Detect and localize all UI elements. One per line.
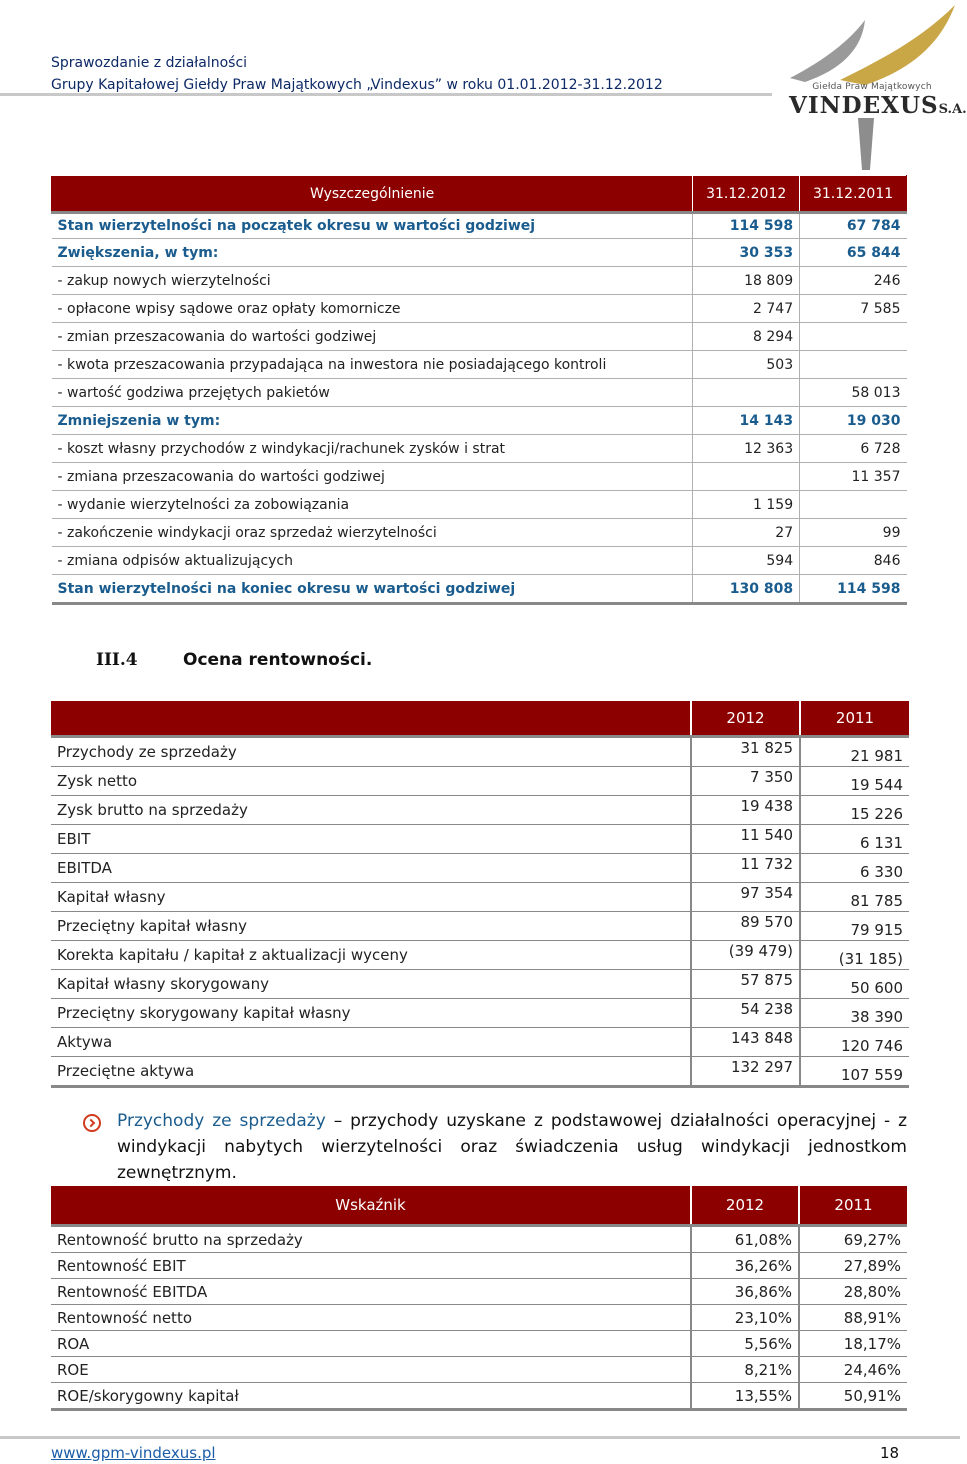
table-row xyxy=(51,1305,907,1331)
value-2011: 79 915 xyxy=(800,912,909,941)
table-row xyxy=(52,351,907,379)
column-header: 31.12.2011 xyxy=(800,176,907,213)
row-label: Kapitał własny xyxy=(51,883,691,912)
table-row xyxy=(51,1028,909,1057)
value-2012: 36,86% xyxy=(691,1279,799,1305)
value-2012: 7 350 xyxy=(691,767,800,796)
value-2012: 5,56% xyxy=(691,1331,799,1357)
ratio-table xyxy=(51,1186,907,1411)
table-row xyxy=(51,737,909,767)
value-2011: 50 600 xyxy=(800,970,909,999)
column-header: 2011 xyxy=(800,701,909,737)
row-label: - zmiana przeszacowania do wartości godziwej xyxy=(52,463,693,491)
value-2011: 50,91% xyxy=(799,1383,907,1410)
table-header-row xyxy=(51,701,909,737)
value-2011: 38 390 xyxy=(800,999,909,1028)
value-2011: 81 785 xyxy=(800,883,909,912)
table-row xyxy=(52,213,907,239)
value-2012: 19 438 xyxy=(691,796,800,825)
table-row xyxy=(52,491,907,519)
definition-text: – przychody uzyskane z podstawowej działalności operacyjnej - z windykacji nabytych wierzytelności oraz świadczenia usług windykacji jednostkom zewnętrznym. xyxy=(117,1111,907,1183)
value-2012: 31 825 xyxy=(691,737,800,767)
column-header: 2011 xyxy=(799,1186,907,1226)
table-row xyxy=(51,1383,907,1410)
report-header xyxy=(51,52,663,96)
value-2012: 13,55% xyxy=(691,1383,799,1410)
value-2011: 6 131 xyxy=(800,825,909,854)
receivables-table xyxy=(51,175,907,605)
value-2012 xyxy=(693,463,800,491)
table-row xyxy=(52,519,907,547)
value-2012: 54 238 xyxy=(691,999,800,1028)
value-2011: 21 981 xyxy=(800,737,909,767)
row-label: Rentowność netto xyxy=(51,1305,691,1331)
value-2012: 130 808 xyxy=(693,575,800,604)
value-2012: 12 363 xyxy=(693,435,800,463)
row-label: Rentowność brutto na sprzedaży xyxy=(51,1226,691,1253)
value-2012: 23,10% xyxy=(691,1305,799,1331)
table-header-row xyxy=(52,176,907,213)
row-label: Stan wierzytelności na początek okresu w wartości godziwej xyxy=(52,213,693,239)
value-2011: (31 185) xyxy=(800,941,909,970)
logo-wordmark xyxy=(789,92,967,119)
table-row xyxy=(52,323,907,351)
value-2012: 18 809 xyxy=(693,267,800,295)
value-2012: 97 354 xyxy=(691,883,800,912)
value-2012: 594 xyxy=(693,547,800,575)
value-2011: 99 xyxy=(800,519,907,547)
table-row xyxy=(52,379,907,407)
value-2011: 107 559 xyxy=(800,1057,909,1087)
column-header xyxy=(51,701,691,737)
row-label: ROE xyxy=(51,1357,691,1383)
row-label: EBITDA xyxy=(51,854,691,883)
value-2011: 7 585 xyxy=(800,295,907,323)
definition-paragraph xyxy=(117,1108,907,1186)
table-row xyxy=(51,1357,907,1383)
row-label: ROE/skorygowny kapitał xyxy=(51,1383,691,1410)
row-label: Zmniejszenia w tym: xyxy=(52,407,693,435)
table-row xyxy=(52,295,907,323)
value-2012: (39 479) xyxy=(691,941,800,970)
table-row xyxy=(51,941,909,970)
value-2012: 8,21% xyxy=(691,1357,799,1383)
row-label: ROA xyxy=(51,1331,691,1357)
value-2011: 18,17% xyxy=(799,1331,907,1357)
table-row xyxy=(52,575,907,604)
logo-gray-swoosh xyxy=(790,20,865,82)
row-label: - zakończenie windykacji oraz sprzedaż wierzytelności xyxy=(52,519,693,547)
value-2011: 846 xyxy=(800,547,907,575)
table-row xyxy=(51,883,909,912)
value-2012: 14 143 xyxy=(693,407,800,435)
value-2011: 246 xyxy=(800,267,907,295)
row-label: Przychody ze sprzedaży xyxy=(51,737,691,767)
row-label: - koszt własny przychodów z windykacji/rachunek zysków i strat xyxy=(52,435,693,463)
column-header: Wskaźnik xyxy=(335,1196,406,1214)
row-label: - opłacone wpisy sądowe oraz opłaty komornicze xyxy=(52,295,693,323)
table-row xyxy=(51,970,909,999)
value-2012: 114 598 xyxy=(693,213,800,239)
value-2012: 89 570 xyxy=(691,912,800,941)
row-label: - zakup nowych wierzytelności xyxy=(52,267,693,295)
table-row xyxy=(51,767,909,796)
value-2011: 58 013 xyxy=(800,379,907,407)
row-label: EBIT xyxy=(51,825,691,854)
column-header: 2012 xyxy=(691,1186,799,1226)
value-2011: 28,80% xyxy=(799,1279,907,1305)
page-number: 18 xyxy=(880,1444,900,1462)
logo-name: VINDEXUS xyxy=(789,92,939,119)
logo-gold-swoosh xyxy=(840,5,955,85)
value-2011: 88,91% xyxy=(799,1305,907,1331)
row-label: Przeciętny skorygowany kapitał własny xyxy=(51,999,691,1028)
column-header: Wyszczególnienie xyxy=(52,176,693,213)
value-2011: 69,27% xyxy=(799,1226,907,1253)
value-2012: 143 848 xyxy=(691,1028,800,1057)
value-2012: 61,08% xyxy=(691,1226,799,1253)
section-number: III.4 xyxy=(96,650,138,670)
table-row xyxy=(51,825,909,854)
report-subtitle: Grupy Kapitałowej Giełdy Praw Majątkowych „Vindexus” w roku 01.01.2012-31.12.2012 xyxy=(51,77,663,93)
value-2011: 27,89% xyxy=(799,1253,907,1279)
column-header: 2012 xyxy=(691,701,800,737)
value-2012: 8 294 xyxy=(693,323,800,351)
table-header-row xyxy=(51,1186,907,1226)
value-2011: 65 844 xyxy=(800,239,907,267)
value-2011 xyxy=(800,351,907,379)
table-row xyxy=(51,1253,907,1279)
table-row xyxy=(52,239,907,267)
table-row xyxy=(51,912,909,941)
row-label: Zysk netto xyxy=(51,767,691,796)
value-2012: 132 297 xyxy=(691,1057,800,1087)
row-label: - zmian przeszacowania do wartości godziwej xyxy=(52,323,693,351)
definition-term: Przychody ze sprzedaży xyxy=(117,1111,326,1131)
value-2012: 2 747 xyxy=(693,295,800,323)
value-2011: 15 226 xyxy=(800,796,909,825)
row-label: Zwiększenia, w tym: xyxy=(52,239,693,267)
value-2012 xyxy=(693,379,800,407)
row-label: Rentowność EBIT xyxy=(51,1253,691,1279)
table-row xyxy=(51,796,909,825)
row-label: Kapitał własny skorygowany xyxy=(51,970,691,999)
value-2012: 1 159 xyxy=(693,491,800,519)
table-row xyxy=(51,1331,907,1357)
value-2011: 120 746 xyxy=(800,1028,909,1057)
value-2012: 503 xyxy=(693,351,800,379)
value-2012: 30 353 xyxy=(693,239,800,267)
header-divider xyxy=(0,93,772,96)
value-2011: 24,46% xyxy=(799,1357,907,1383)
value-2011: 114 598 xyxy=(800,575,907,604)
row-label: Stan wierzytelności na koniec okresu w wartości godziwej xyxy=(52,575,693,604)
logo-subtitle: Giełda Praw Majątkowych xyxy=(812,82,932,92)
row-label: Rentowność EBITDA xyxy=(51,1279,691,1305)
logo-pillar xyxy=(858,118,874,170)
value-2011: 11 357 xyxy=(800,463,907,491)
value-2011: 6 330 xyxy=(800,854,909,883)
section-title: Ocena rentowności. xyxy=(183,650,373,670)
value-2012: 27 xyxy=(693,519,800,547)
value-2012: 11 540 xyxy=(691,825,800,854)
table-row xyxy=(51,1057,909,1087)
row-label: - wartość godziwa przejętych pakietów xyxy=(52,379,693,407)
row-label: Zysk brutto na sprzedaży xyxy=(51,796,691,825)
row-label: - zmiana odpisów aktualizujących xyxy=(52,547,693,575)
row-label: Aktywa xyxy=(51,1028,691,1057)
table-row xyxy=(52,463,907,491)
table-row xyxy=(51,854,909,883)
value-2011: 19 544 xyxy=(800,767,909,796)
footer-divider xyxy=(0,1436,960,1439)
value-2011 xyxy=(800,323,907,351)
table-row xyxy=(52,407,907,435)
column-header: 31.12.2012 xyxy=(693,176,800,213)
table-row xyxy=(52,435,907,463)
row-label: Korekta kapitału / kapitał z aktualizacji wyceny xyxy=(51,941,691,970)
table-row xyxy=(51,1226,907,1253)
value-2012: 36,26% xyxy=(691,1253,799,1279)
row-label: - wydanie wierzytelności za zobowiązania xyxy=(52,491,693,519)
value-2011: 67 784 xyxy=(800,213,907,239)
table-row xyxy=(51,999,909,1028)
table-row xyxy=(52,267,907,295)
report-title: Sprawozdanie z działalności xyxy=(51,55,248,71)
logo-suffix: S.A. xyxy=(938,102,967,117)
value-2011: 19 030 xyxy=(800,407,907,435)
value-2011 xyxy=(800,491,907,519)
row-label: Przeciętne aktywa xyxy=(51,1057,691,1087)
table-row xyxy=(51,1279,907,1305)
row-label: - kwota przeszacowania przypadająca na inwestora nie posiadającego kontroli xyxy=(52,351,693,379)
value-2011: 6 728 xyxy=(800,435,907,463)
website-link[interactable]: www.gpm-vindexus.pl xyxy=(51,1444,216,1462)
profitability-table xyxy=(51,701,909,1088)
table-row xyxy=(52,547,907,575)
row-label: Przeciętny kapitał własny xyxy=(51,912,691,941)
value-2012: 57 875 xyxy=(691,970,800,999)
arrow-bullet-icon xyxy=(83,1114,101,1132)
value-2012: 11 732 xyxy=(691,854,800,883)
